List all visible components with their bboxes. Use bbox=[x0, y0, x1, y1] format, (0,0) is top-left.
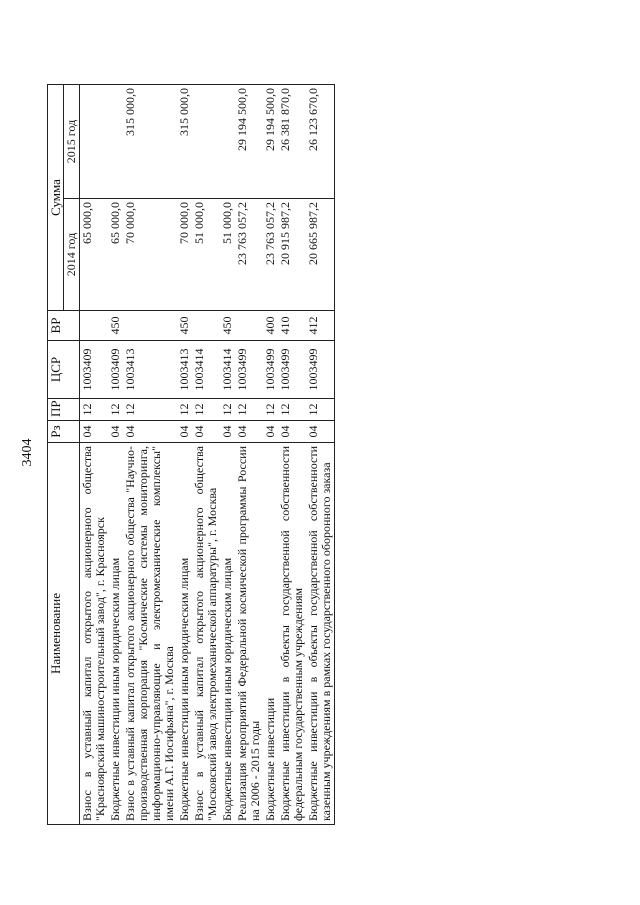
row-vr: 412 bbox=[306, 311, 335, 341]
row-vr bbox=[80, 311, 109, 341]
table-header bbox=[48, 85, 80, 825]
row-vr bbox=[123, 311, 177, 341]
row-rz: 04 bbox=[108, 421, 123, 443]
row-rz: 04 bbox=[220, 421, 235, 443]
row-name: Взнос в уставный капитал открытого акционерного общества "Красноярский машиностроительный завод", г. Красноярск bbox=[80, 443, 109, 825]
row-pr: 12 bbox=[108, 399, 123, 421]
row-csr: 1003413 bbox=[123, 341, 177, 399]
row-name: Бюджетные инвестиции иным юридическим лицам bbox=[108, 443, 123, 825]
row-sum-2015: 29 194 500,0 bbox=[263, 85, 278, 199]
row-csr: 1003499 bbox=[278, 341, 306, 399]
row-vr: 450 bbox=[220, 311, 235, 341]
row-csr: 1003409 bbox=[80, 341, 109, 399]
row-sum-2015: 315 000,0 bbox=[123, 85, 177, 199]
row-csr: 1003499 bbox=[235, 341, 263, 399]
row-pr: 12 bbox=[123, 399, 177, 421]
row-rz: 04 bbox=[306, 421, 335, 443]
budget-table bbox=[47, 84, 335, 825]
row-sum-2014: 20 915 987,2 bbox=[278, 199, 306, 311]
row-rz: 04 bbox=[123, 421, 177, 443]
row-csr: 1003409 bbox=[108, 341, 123, 399]
row-rz: 04 bbox=[80, 421, 109, 443]
row-pr: 12 bbox=[177, 399, 192, 421]
table-row bbox=[220, 85, 235, 825]
row-sum-2014: 20 665 987,2 bbox=[306, 199, 335, 311]
row-sum-2015: 26 123 670,0 bbox=[306, 85, 335, 199]
row-sum-2015 bbox=[220, 85, 235, 199]
row-rz: 04 bbox=[278, 421, 306, 443]
header-vr: ВР bbox=[48, 311, 80, 341]
table-row bbox=[80, 85, 109, 825]
row-sum-2014: 70 000,0 bbox=[123, 199, 177, 311]
table-row bbox=[108, 85, 123, 825]
row-vr: 450 bbox=[177, 311, 192, 341]
row-pr: 12 bbox=[192, 399, 220, 421]
table-row bbox=[263, 85, 278, 825]
row-pr: 12 bbox=[306, 399, 335, 421]
row-sum-2015: 315 000,0 bbox=[177, 85, 192, 199]
row-sum-2014: 51 000,0 bbox=[220, 199, 235, 311]
row-sum-2015 bbox=[80, 85, 109, 199]
row-csr: 1003413 bbox=[177, 341, 192, 399]
row-name: Взнос в уставный капитал открытого акционерного общества "Московский завод электромеханической аппаратуры", г. Москва bbox=[192, 443, 220, 825]
row-name: Бюджетные инвестиции иным юридическим лицам bbox=[220, 443, 235, 825]
row-vr bbox=[192, 311, 220, 341]
header-sum: Сумма bbox=[48, 85, 64, 311]
row-sum-2015 bbox=[108, 85, 123, 199]
row-pr: 12 bbox=[235, 399, 263, 421]
row-csr: 1003414 bbox=[192, 341, 220, 399]
header-rz: Рз bbox=[48, 421, 80, 443]
row-rz: 04 bbox=[235, 421, 263, 443]
row-csr: 1003499 bbox=[263, 341, 278, 399]
row-vr: 450 bbox=[108, 311, 123, 341]
row-pr: 12 bbox=[220, 399, 235, 421]
row-name: Бюджетные инвестиции в объекты государственной собственности федеральным государственным учреждениям bbox=[278, 443, 306, 825]
row-sum-2015: 29 194 500,0 bbox=[235, 85, 263, 199]
row-rz: 04 bbox=[177, 421, 192, 443]
table-row bbox=[235, 85, 263, 825]
header-year-2014: 2014 год bbox=[64, 199, 80, 311]
row-sum-2014: 23 763 057,2 bbox=[263, 199, 278, 311]
table-body bbox=[80, 85, 335, 825]
row-name: Бюджетные инвестиции в объекты государственной собственности казенным учреждениям в рамках государственного оборонного заказа bbox=[306, 443, 335, 825]
row-sum-2015: 26 381 870,0 bbox=[278, 85, 306, 199]
table-row bbox=[177, 85, 192, 825]
row-pr: 12 bbox=[80, 399, 109, 421]
row-sum-2014: 65 000,0 bbox=[80, 199, 109, 311]
row-sum-2014: 51 000,0 bbox=[192, 199, 220, 311]
row-name: Бюджетные инвестиции иным юридическим лицам bbox=[177, 443, 192, 825]
header-name: Наименование bbox=[48, 443, 80, 825]
row-sum-2014: 23 763 057,2 bbox=[235, 199, 263, 311]
header-pr: ПР bbox=[48, 399, 80, 421]
table-row bbox=[192, 85, 220, 825]
row-vr: 400 bbox=[263, 311, 278, 341]
header-year-2015: 2015 год bbox=[64, 85, 80, 199]
row-rz: 04 bbox=[263, 421, 278, 443]
row-csr: 1003499 bbox=[306, 341, 335, 399]
page-number: 3404 bbox=[20, 438, 35, 467]
table-row bbox=[306, 85, 335, 825]
row-csr: 1003414 bbox=[220, 341, 235, 399]
row-sum-2014: 70 000,0 bbox=[177, 199, 192, 311]
row-name: Взнос в уставный капитал открытого акционерного общества "Научно-производственная корпорация "Космические системы мониторинга, информационно-управляющие и электромеханические комплексы" имени А.Г. Иосифьяна", г. Москва bbox=[123, 443, 177, 825]
row-pr: 12 bbox=[263, 399, 278, 421]
header-csr: ЦСР bbox=[48, 341, 80, 399]
row-rz: 04 bbox=[192, 421, 220, 443]
row-name: Бюджетные инвестиции bbox=[263, 443, 278, 825]
row-pr: 12 bbox=[278, 399, 306, 421]
row-vr bbox=[235, 311, 263, 341]
row-name: Реализация мероприятий Федеральной космической программы России на 2006 - 2015 годы bbox=[235, 443, 263, 825]
table-row bbox=[278, 85, 306, 825]
row-vr: 410 bbox=[278, 311, 306, 341]
row-sum-2014: 65 000,0 bbox=[108, 199, 123, 311]
row-sum-2015 bbox=[192, 85, 220, 199]
table-row bbox=[123, 85, 177, 825]
